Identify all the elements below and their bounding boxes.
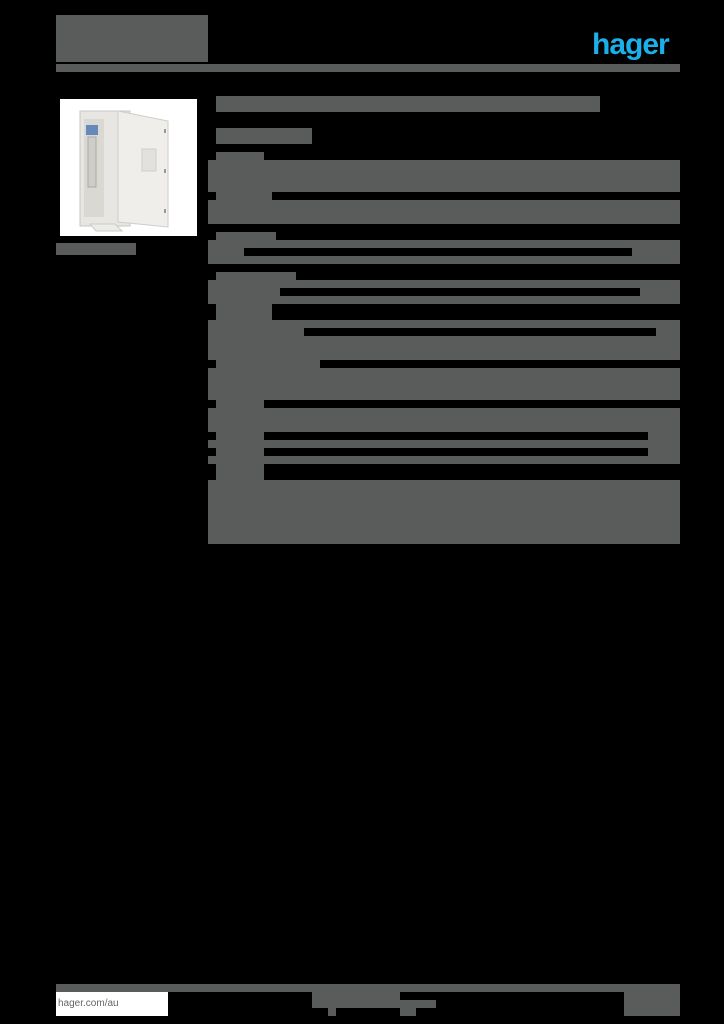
footer-center-redacted-2 — [312, 1000, 436, 1008]
spec-section-3-row-4-label — [216, 360, 320, 368]
spec-section-4-row-3-value — [648, 448, 680, 456]
hager-logo: hager — [592, 28, 669, 61]
enclosure-illustration — [60, 99, 197, 236]
spec-section-1-heading — [216, 152, 264, 160]
spec-section-3-row-3-top — [208, 320, 680, 328]
spec-section-3-row-1-value — [640, 288, 680, 296]
spec-section-3-row-3-bottom — [208, 336, 680, 360]
spec-section-4-row-2 — [208, 408, 680, 432]
spec-section-3-row-5 — [208, 368, 680, 400]
product-title-redacted — [216, 96, 600, 112]
footer-page-redacted — [624, 992, 680, 1016]
product-subtitle-redacted — [216, 128, 312, 144]
footer-center-tick-1 — [328, 1008, 336, 1016]
spec-section-3-row-1-top — [208, 280, 680, 288]
header-divider — [56, 64, 680, 72]
spec-section-3-row-2-label — [216, 304, 272, 320]
spec-section-4-row-3 — [208, 440, 680, 448]
footer-website-link[interactable]: hager.com/au — [56, 992, 168, 1016]
spec-section-4-row-4 — [208, 456, 680, 464]
spec-section-4-notes — [208, 480, 680, 544]
spec-section-3-row-3-label — [208, 328, 304, 336]
spec-section-1-row-2 — [208, 200, 680, 224]
spec-section-2-row-1-top — [208, 240, 680, 248]
footer-divider — [56, 984, 680, 992]
spec-section-3-row-1-label — [208, 288, 280, 296]
spec-section-3-row-3-value — [656, 328, 680, 336]
spec-section-2-row-1-value — [632, 248, 680, 256]
product-image-caption-redacted — [56, 243, 136, 255]
footer-center-redacted — [312, 992, 400, 1000]
spec-section-2-row-1-label — [208, 248, 244, 256]
product-image — [60, 99, 197, 236]
header-title-redacted — [56, 15, 208, 62]
spec-section-1-row-1 — [208, 160, 680, 192]
spec-section-1-label-stub — [216, 190, 272, 200]
spec-section-2-row-1-bottom — [208, 256, 680, 264]
spec-section-4-row-2-value — [648, 432, 680, 440]
footer-center-tick-2 — [400, 1008, 416, 1016]
spec-section-3-row-1-bottom — [208, 296, 680, 304]
